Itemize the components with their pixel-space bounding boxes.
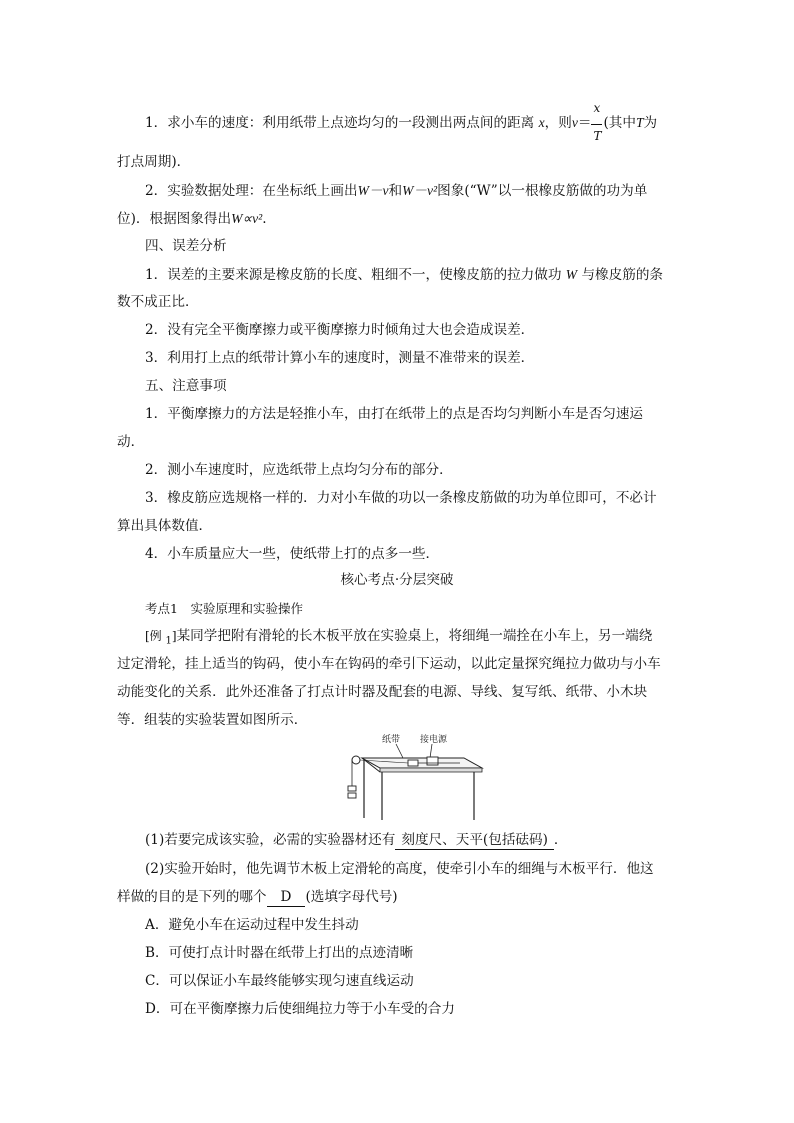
var-t: T <box>635 115 644 130</box>
paragraph-error-2: 2．没有完全平衡摩擦力或平衡摩擦力时倾角过大也会造成误差． <box>145 322 535 338</box>
text: ，则 <box>544 115 572 131</box>
paragraph-data-processing-cont <box>117 204 677 234</box>
answer-blank-1: 刻度尺、天平(包括砝码) <box>395 831 554 850</box>
formula-w-v2: W－v² <box>402 183 438 198</box>
label-paper-tape: 纸带 <box>382 735 401 745</box>
table-edge <box>380 768 482 772</box>
text: 和 <box>388 183 403 199</box>
text: 打点周期)． <box>117 154 191 170</box>
paragraph-note-4: 4．小车质量应大一些，使纸带上打的点多一些． <box>145 546 440 562</box>
text: (选填字母代号) <box>305 889 398 905</box>
example-bracket-open: [例 <box>145 629 162 643</box>
apparatus-figure <box>334 730 486 822</box>
hook-weight-1 <box>348 786 356 791</box>
var-w: W <box>565 267 578 282</box>
hook-weight-2 <box>348 793 356 798</box>
option-a: A．避免小车在运动过程中发生抖动 <box>145 917 359 933</box>
fraction-x-over-t <box>591 101 603 143</box>
paragraph-velocity <box>145 101 705 143</box>
pulley <box>352 756 360 764</box>
cart <box>408 760 418 766</box>
text: (1)若要完成该实验，必需的实验器材还有 <box>145 832 396 848</box>
paragraph-note-3: 3．橡皮筋应选规格一样的．力对小车做的功以一条橡皮筋做的功为单位即可，不必计 <box>145 490 657 506</box>
option-d: D．可在平衡摩擦力后使细绳拉力等于小车受的合力 <box>145 1001 455 1017</box>
example-label <box>145 629 177 647</box>
timer <box>427 757 438 765</box>
leader-power <box>430 744 432 758</box>
paragraph-velocity-cont <box>117 148 677 177</box>
text: 1．误差的主要来源是橡皮筋的长度、粗细不一，使橡皮筋的拉力做功 <box>145 267 562 283</box>
paragraph-note-3-cont: 算出具体数值． <box>117 518 213 534</box>
heading-error-analysis: 四、误差分析 <box>145 238 227 254</box>
example-question-line2: 过定滑轮，挂上适当的钩码，使小车在钩码的牵引下运动，以此定量探究绳拉力做功与小车 <box>117 656 661 672</box>
heading-notes: 五、注意事项 <box>145 378 227 394</box>
formula-proportional: W∝v² <box>231 211 263 226</box>
text: 图象(“W”以一根橡皮筋做的功为单 <box>437 183 648 199</box>
text: 位)．根据图象得出 <box>117 211 232 227</box>
fraction-denominator: T <box>593 129 602 143</box>
label-power: 接电源 <box>420 735 448 745</box>
paragraph-note-2: 2．测小车速度时，应选纸带上点均匀分布的部分． <box>145 462 453 478</box>
fraction-numerator: x <box>593 101 601 115</box>
text: 1．求小车的速度：利用纸带上点迹均匀的一段测出两点间的距离 <box>145 115 535 131</box>
text: ． <box>553 832 568 848</box>
apparatus-diagram <box>334 730 486 822</box>
sub-question-1 <box>145 826 705 855</box>
var-x: x <box>538 115 545 130</box>
formula-w-v: W－v <box>357 183 389 198</box>
text: . <box>262 211 267 227</box>
example-question-line3: 动能变化的关系．此外还准备了打点计时器及配套的电源、导线、复写纸、纸带、小木块 <box>117 684 648 700</box>
example-bracket-close: ] <box>171 629 177 643</box>
sub-question-2-cont <box>117 883 677 912</box>
answer-blank-2: D <box>267 888 306 907</box>
option-b: B．可使打点计时器在纸带上打出的点迹清晰 <box>145 945 414 961</box>
equals-sign: ＝ <box>577 115 592 131</box>
section-title: 核心考点·分层突破 <box>340 572 454 588</box>
example-number: 1 <box>165 635 172 647</box>
paragraph-error-3: 3．利用打上点的纸带计算小车的速度时，测量不准带来的误差． <box>145 350 535 366</box>
paragraph-note-1: 1．平衡摩擦力的方法是轻推小车，由打在纸带上的点是否均匀判断小车是否匀速运 <box>145 406 644 422</box>
text: (其中 <box>603 115 636 131</box>
text: 为 <box>643 115 658 131</box>
text: 样做的目的是下列的哪个 <box>117 889 267 905</box>
example-question-line4: 等．组装的实验装置如图所示． <box>117 712 308 728</box>
paragraph-error-1 <box>145 260 705 290</box>
option-c: C．可以保证小车最终能够实现匀速直线运动 <box>145 973 414 989</box>
paragraph-note-1-cont: 动． <box>117 434 145 450</box>
kaodian-heading: 考点1 实验原理和实验操作 <box>145 601 303 616</box>
sub-question-2: (2)实验开始时，他先调节木板上定滑轮的高度，使牵引小车的细绳与木板平行．他这 <box>145 861 654 877</box>
text: 2．实验数据处理：在坐标纸上画出 <box>145 183 358 199</box>
text: 与橡皮筋的条 <box>581 267 664 283</box>
text: 某同学把附有滑轮的长木板平放在实验桌上，将细绳一端拴在小车上，另一端绕 <box>176 628 653 644</box>
paragraph-error-1-cont: 数不成正比． <box>117 294 199 310</box>
var-v: v <box>571 115 578 130</box>
paragraph-data-processing <box>145 176 705 206</box>
